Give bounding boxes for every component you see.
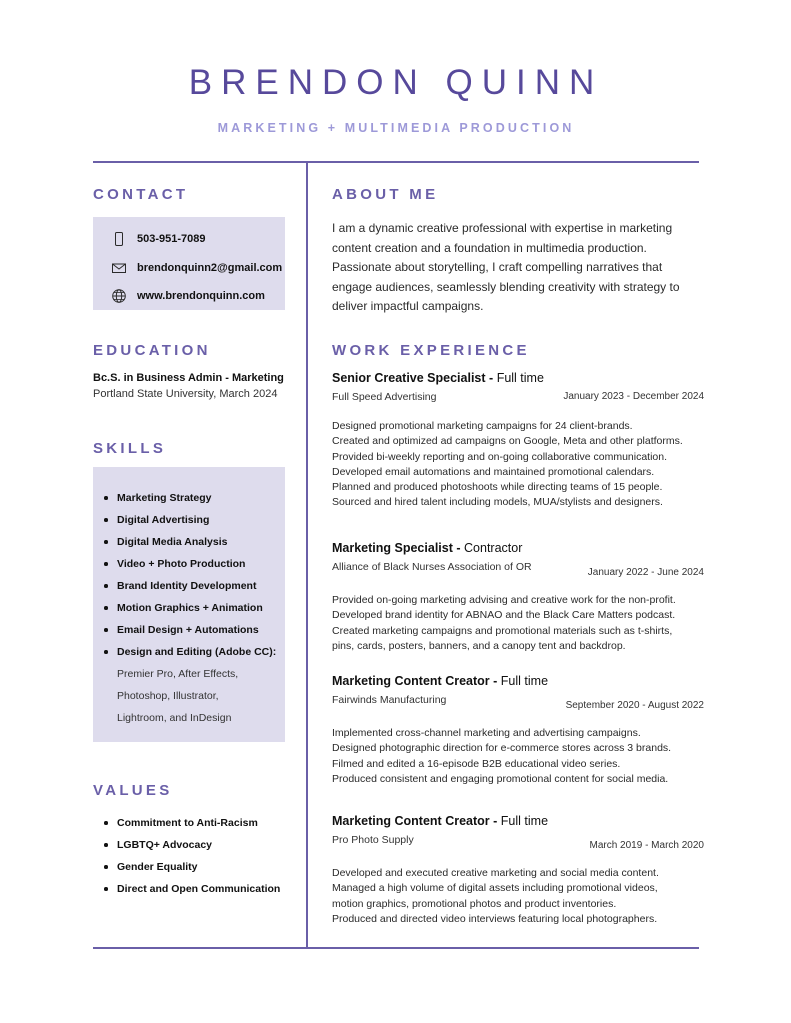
globe-icon — [110, 287, 128, 305]
job-description-line: Developed brand identity for ABNAO and the Black Care Matters podcast. — [332, 609, 676, 622]
job-description-line: pins, cards, posters, banners, and a canopy tent and backdrop. — [332, 639, 626, 652]
education-degree: Bc.S. in Business Admin - Marketing — [93, 372, 284, 384]
job-company: Alliance of Black Nurses Association of OR — [332, 561, 532, 573]
job-type: Full time — [496, 371, 544, 385]
job-separator: - — [493, 814, 498, 828]
list-item: Video + Photo Production — [93, 553, 285, 575]
about-section-title: ABOUT ME — [332, 186, 439, 203]
list-item: Motion Graphics + Animation — [93, 597, 285, 619]
contact-value-website: www.brendonquinn.com — [137, 290, 265, 302]
job-separator: - — [493, 674, 498, 688]
job-description — [332, 593, 704, 654]
job-description-line: motion graphics, promotional photos and product inventories. — [332, 897, 617, 910]
resume-header — [93, 62, 699, 136]
job-description — [332, 419, 704, 511]
job-role: Marketing Specialist — [332, 541, 453, 555]
job-description — [332, 726, 704, 787]
job-description-line: Created marketing campaigns and promotional materials such as t-shirts, — [332, 624, 673, 637]
job-description-line: Filmed and edited a 16-episode B2B educational video series. — [332, 757, 621, 770]
job-type: Full time — [500, 674, 549, 688]
header-subtitle: MARKETING + MULTIMEDIA PRODUCTION — [217, 121, 575, 135]
values-list — [93, 812, 303, 900]
header-divider — [93, 161, 699, 163]
list-item: Email Design + Automations — [93, 619, 285, 641]
education-section-title: EDUCATION — [93, 342, 211, 359]
list-item: Design and Editing (Adobe CC): — [93, 641, 285, 663]
list-item: Direct and Open Communication — [93, 878, 303, 900]
job-dates: March 2019 - March 2020 — [589, 840, 704, 851]
contact-value-phone: 503-951-7089 — [137, 233, 206, 245]
skills-subitem: Premier Pro, After Effects, — [117, 668, 239, 680]
about-text: I am a dynamic creative professional with expertise in marketing content creation and a foundation in multimedia production. Passionate about storytelling, I craft compelling narratives that engage audiences, seamlessly blending creativity with strategy to deliver impactful campaigns. — [332, 221, 680, 313]
job-description-line: Designed promotional marketing campaigns for 24 client-brands. — [332, 420, 633, 432]
job-description-line: Provided on-going marketing advising and creative work for the non-profit. — [332, 594, 676, 606]
skills-subitem: Photoshop, Illustrator, — [117, 690, 219, 702]
list-item: LGBTQ+ Advocacy — [93, 834, 303, 856]
job-description-line: Developed email automations and maintained promotional calendars. — [332, 465, 655, 478]
job-type: Full time — [500, 814, 549, 828]
job-description-line: Planned and produced photoshoots while directing teams of 15 people. — [332, 481, 663, 494]
job-meta — [332, 390, 704, 406]
skills-list — [93, 467, 285, 663]
contact-item-phone — [110, 230, 206, 248]
contact-item-website — [110, 287, 265, 305]
job-company: Pro Photo Supply — [332, 834, 414, 846]
education-school: Portland State University, March 2024 — [93, 388, 278, 400]
page-title: BRENDON QUINN — [188, 63, 604, 102]
job-description-line: Developed and executed creative marketing and social media content. — [332, 867, 659, 879]
contact-item-email — [110, 259, 282, 277]
job-description-line: Produced consistent and engaging promotional content for social media. — [332, 772, 669, 785]
job-description — [332, 866, 704, 927]
skills-panel — [93, 467, 285, 742]
job-separator: - — [456, 541, 461, 555]
work-entry — [332, 540, 704, 654]
work-section-title: WORK EXPERIENCE — [332, 342, 530, 359]
job-heading — [332, 540, 704, 557]
list-item: Marketing Strategy — [93, 487, 285, 509]
job-dates: September 2020 - August 2022 — [565, 700, 704, 711]
job-heading — [332, 673, 704, 690]
list-item: Gender Equality — [93, 856, 303, 878]
contact-panel — [93, 217, 285, 310]
job-heading — [332, 813, 704, 830]
job-description-line: Provided bi-weekly reporting and on-going collaborative communication. — [332, 450, 668, 463]
list-item: Commitment to Anti-Racism — [93, 812, 303, 834]
job-separator: - — [489, 371, 494, 385]
job-dates: January 2022 - June 2024 — [587, 567, 704, 578]
contact-section-title: CONTACT — [93, 186, 189, 203]
skills-section-title: SKILLS — [93, 440, 167, 457]
job-role: Marketing Content Creator — [332, 814, 490, 828]
column-divider — [306, 161, 308, 949]
work-entry — [332, 813, 704, 927]
contact-value-email: brendonquinn2@gmail.com — [137, 262, 283, 274]
job-type: Contractor — [464, 541, 523, 555]
job-description-line: Produced and directed video interviews featuring local photographers. — [332, 912, 658, 925]
job-heading — [332, 370, 704, 387]
job-meta — [332, 560, 704, 582]
list-item: Digital Advertising — [93, 509, 285, 531]
job-meta — [332, 833, 704, 855]
job-meta — [332, 693, 704, 715]
list-item: Brand Identity Development — [93, 575, 285, 597]
phone-icon — [110, 230, 128, 248]
job-description-line: Sourced and hired talent including models, MUA/stylists and designers. — [332, 496, 663, 509]
job-description-line: Implemented cross-channel marketing and advertising campaigns. — [332, 727, 641, 739]
job-role: Marketing Content Creator — [332, 674, 490, 688]
job-description-line: Designed photographic direction for e-commerce stores across 3 brands. — [332, 742, 672, 755]
job-role: Senior Creative Specialist — [332, 371, 486, 385]
list-item: Digital Media Analysis — [93, 531, 285, 553]
job-description-line: Managed a high volume of digital assets including promotional videos, — [332, 882, 658, 895]
job-description-line: Created and optimized ad campaigns on Google, Meta and other platforms. — [332, 435, 683, 448]
job-dates: January 2023 - December 2024 — [563, 391, 704, 402]
skills-subitem: Lightroom, and InDesign — [117, 712, 232, 724]
envelope-icon — [110, 259, 128, 277]
job-company: Fairwinds Manufacturing — [332, 694, 447, 706]
job-company: Full Speed Advertising — [332, 391, 437, 403]
values-section-title: VALUES — [93, 782, 173, 799]
education-entry — [93, 370, 298, 402]
footer-divider — [93, 947, 699, 949]
work-entry — [332, 673, 704, 787]
work-entry — [332, 370, 704, 511]
